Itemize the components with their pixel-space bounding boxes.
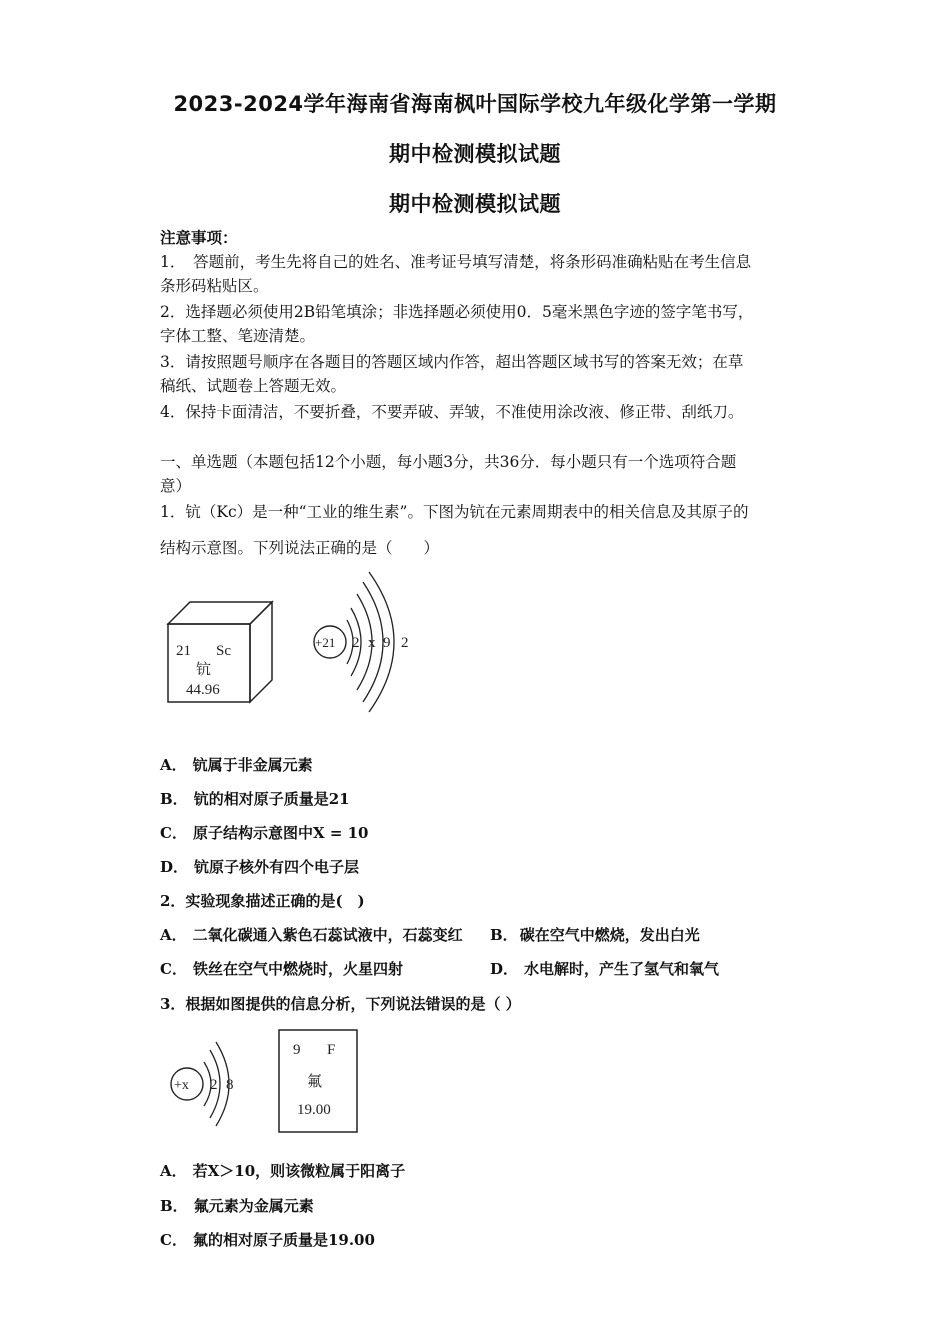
exam-title-line3: 期中检测模拟试题 [389,192,561,216]
q3-stem: 3．根据如图提供的信息分析，下列说法错误的是（ ） [160,995,521,1013]
q3-element-name: 氟 [307,1074,323,1090]
q1-option-d[interactable]: D． 钪原子核外有四个电子层 [160,858,360,876]
exam-title-line2: 期中检测模拟试题 [389,142,561,166]
exam-title-line1: 2023-2024学年海南省海南枫叶国际学校九年级化学第一学期 [173,92,777,116]
q2-stem: 2．实验现象描述正确的是( ) [160,892,365,910]
q1-stem: 结构示意图。下列说法正确的是（ ） [160,539,440,557]
notice-heading: 注意事项： [160,228,238,247]
q3-option-a[interactable]: A． 若X＞10，则该微粒属于阳离子 [160,1162,406,1180]
q3-atomic-mass: 19.00 [297,1102,331,1118]
q1-atom-structure [305,568,425,716]
q1-option-c[interactable]: C． 原子结构示意图中X = 10 [160,824,369,842]
section-heading: 一、单选题（本题包括12个小题，每小题3分，共36分．每小题只有一个选项符合题 [160,453,737,471]
q3-element-symbol: F [327,1042,336,1058]
notice-item: 字体工整、笔迹清楚。 [160,327,316,345]
q3-atom-structure [166,1040,246,1128]
q3-nucleus: +x [174,1078,189,1093]
q1-shell-1: 2 [352,635,360,651]
notice-item: 2．选择题必须使用2B铅笔填涂；非选择题必须使用0．5毫米黑色字迹的签字笔书写， [160,303,754,321]
notice-item: 1． 答题前，考生先将自己的姓名、准考证号填写清楚，将条形码准确粘贴在考生信息 [160,253,752,271]
q3-shell-2: 8 [226,1077,234,1093]
section-heading: 意） [160,477,192,495]
q2-option-b[interactable]: B． 碳在空气中燃烧，发出白光 [490,926,700,944]
q1-stem: 1．钪（Kc）是一种“工业的维生素”。下图为钪在元素周期表中的相关信息及其原子的 [160,503,749,521]
q1-atomic-number: 21 [176,643,191,659]
q1-shell-3: 9 [383,635,391,651]
notice-item: 稿纸、试题卷上答题无效。 [160,377,347,395]
q1-option-b[interactable]: B． 钪的相对原子质量是21 [160,790,350,808]
q2-option-a[interactable]: A． 二氧化碳通入紫色石蕊试液中，石蕊变红 [160,926,463,944]
q3-element-card [277,1028,361,1136]
q1-atomic-mass: 44.96 [186,682,220,698]
q1-shell-2: x [368,635,376,651]
q1-element-symbol: Sc [216,643,231,659]
notice-item: 条形码粘贴区。 [160,277,269,295]
q3-option-c[interactable]: C． 氟的相对原子质量是19.00 [160,1231,375,1249]
q1-option-a[interactable]: A． 钪属于非金属元素 [160,756,313,774]
notice-item: 3．请按照题号顺序在各题目的答题区域内作答，超出答题区域书写的答案无效；在草 [160,353,744,371]
q1-shell-4: 2 [401,635,409,651]
q1-element-card [160,596,280,708]
q2-option-c[interactable]: C． 铁丝在空气中燃烧时，火星四射 [160,960,403,978]
notice-item: 4．保持卡面清洁，不要折叠，不要弄破、弄皱，不准使用涂改液、修正带、刮纸刀。 [160,403,744,421]
q3-atomic-number: 9 [293,1042,301,1058]
q3-option-b[interactable]: B． 氟元素为金属元素 [160,1197,314,1215]
q3-shell-1: 2 [210,1077,218,1093]
q1-nucleus: +21 [315,635,336,650]
q2-option-d[interactable]: D． 水电解时，产生了氢气和氧气 [490,960,720,978]
q1-element-name: 钪 [196,662,212,678]
